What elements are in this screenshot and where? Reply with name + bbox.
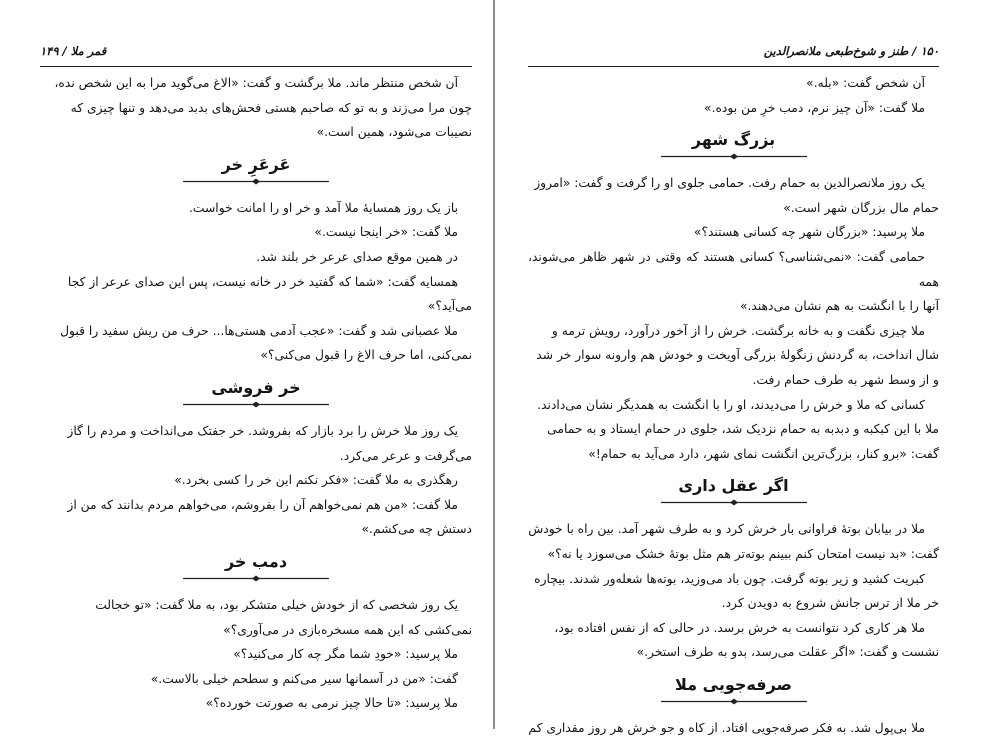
text-line: ملا در بیابان بوتهٔ فراوانی بار خرش کرد و به طرف شهر آمد. بین راه با خودش — [528, 522, 925, 537]
divider-ornament — [659, 152, 809, 161]
divider-ornament — [659, 697, 809, 706]
text-line: همسایه گفت: «شما که گفتید خر در خانه نیست، پس این صدای عرعر از کجا — [67, 274, 458, 289]
divider-ornament — [659, 498, 809, 507]
text-line: کبریت کشید و زیر بوته گرفت. چون باد می‌وزید، بوته‌ها شعله‌ور شدند. بیچاره — [534, 571, 925, 586]
text-line: ملا پرسید: «خودِ شما مگر چه کار می‌کنید؟» — [233, 647, 458, 662]
text-line: حمام مال بزرگان شهر است.» — [783, 200, 939, 215]
divider-ornament — [181, 177, 331, 186]
text-line: ملا پرسید: «بزرگان شهر چه کسانی هستند؟» — [693, 225, 925, 240]
text-line: ملا گفت: «آن چیز نرم، دمب خرِ من بوده.» — [704, 100, 925, 115]
text-line: ملا گفت: «من هم نمی‌خواهم آن را بفروشم، می‌خواهم مردم بدانند که من از — [67, 497, 458, 512]
text-line: ملا بی‌پول شد. به فکر صرفه‌جویی افتاد. از کاه و جو خرش هر روز مقداری کم — [528, 720, 925, 735]
text-line: ملا پرسید: «تا حالا چیز نرمی به صورتت خورده؟» — [205, 696, 458, 711]
text-line: یک روز شخصی که از خودش خیلی متشکر بود، به ملا گفت: «تو خجالت — [95, 597, 458, 612]
page-body-left — [40, 71, 472, 716]
running-header-left: قمر ملا / ۱۴۹ — [40, 44, 472, 67]
book-spine — [493, 0, 495, 729]
running-header-right: ۱۵۰ / طنز و شوخ‌طبعی ملانصرالدین — [528, 44, 939, 67]
divider-ornament — [181, 574, 331, 583]
text-line: نمی‌کنی، اما حرف الاغ را قبول می‌کنی؟» — [260, 348, 472, 363]
text-line: می‌گرفت و عرعر می‌کرد. — [339, 448, 472, 463]
section-title: بزرگ شهر — [691, 130, 776, 150]
text-line: نصیبات می‌شود، همین است.» — [316, 125, 472, 140]
text-line: ملا عصبانی شد و گفت: «عجب آدمی هستی‌ها... حرف من ریش سفید را قبول — [60, 323, 458, 338]
section-title: دمب خر — [224, 551, 288, 571]
section-title: اگر عقل داری — [678, 476, 789, 496]
text-line: یک روز ملانصرالدین به حمام رفت. حمامی جلوی او را گرفت و گفت: «امروز — [534, 176, 925, 191]
text-line: کسانی که ملا و خرش را می‌دیدند، او را با انگشت به همدیگر نشان می‌دادند. — [537, 397, 925, 412]
text-line: ملا با این کبکبه و دبدبه به حمام نزدیک شد، جلوی در حمام ایستاد و به حمامی — [547, 422, 939, 437]
text-line: شال انداخت، به گردنش زنگولهٔ بزرگی آویخت و خودش هم وارونه سوار خر شد — [536, 348, 939, 363]
text-line: آن شخص گفت: «بله.» — [806, 76, 925, 90]
text-line: نمی‌کشی که این همه مسخره‌بازی در می‌آوری؟» — [223, 622, 472, 637]
text-line: یک روز ملا خرش را برد بازار که بفروشد. خر جفتک می‌انداخت و مردم را گاز — [67, 423, 458, 438]
text-line: خر ملا از ترس جانش شروع به دویدن کرد. — [721, 596, 939, 611]
text-line: باز یک روز همسایهٔ ملا آمد و خر او را امانت خواست. — [189, 200, 458, 215]
text-line: آنها را با انگشت به هم نشان می‌دهند.» — [739, 299, 939, 314]
text-line: چون مرا می‌زند و به تو که صاحبم هستی فحش‌های بدبد می‌دهد و تنها چیزی که — [70, 100, 472, 115]
text-line: حمامی گفت: «نمی‌شناسی؟ کسانی هستند که وقتی در شهر ظاهر می‌شوند، همه — [528, 249, 939, 289]
text-line: و از وسط شهر به طرف حمام رفت. — [752, 372, 939, 387]
section-title: عَرعَرِ خر — [221, 154, 291, 174]
text-line: رهگذری به ملا گفت: «فکر نکنم این خر را کسی بخرد.» — [174, 473, 458, 488]
divider-ornament — [181, 400, 331, 409]
right-page — [528, 44, 939, 740]
section-title: صرفه‌جویی ملا — [675, 674, 792, 694]
text-line: می‌آید؟» — [427, 299, 472, 314]
text-line: ملا گفت: «خر اینجا نیست.» — [314, 225, 458, 240]
left-page — [40, 44, 472, 716]
page-body-right — [528, 71, 939, 740]
text-line: در همین موقع صدای عرعر خر بلند شد. — [256, 249, 458, 264]
text-line: گفت: «من در آسمانها سیر می‌کنم و سطحم خیلی بالاست.» — [150, 671, 458, 686]
text-line: ملا چیزی نگفت و به خانه برگشت. خرش را از آخور درآورد، رویش ترمه و — [551, 323, 925, 338]
text-line: دستش چه می‌کشم.» — [361, 522, 472, 537]
text-line: آن شخص منتظر ماند. ملا برگشت و گفت: «الاغ می‌گوید مرا به این شخص نده، — [54, 76, 458, 90]
text-line: گفت: «بد نیست امتحان کنم ببینم بوته‌تر هم مثل بوتهٔ خشک می‌سوزد یا نه؟» — [547, 546, 939, 561]
text-line: گفت: «برو کنار، بزرگ‌ترین انگشت نمای شهر، دارد می‌آید به حمام!» — [588, 446, 939, 461]
text-line: نشست و گفت: «اگر عقلت می‌رسد، بدو به طرف استخر.» — [636, 645, 939, 660]
text-line: ملا هر کاری کرد نتوانست به خرش برسد. در حالی که از نفس افتاده بود، — [554, 620, 925, 635]
section-title: خر فروشی — [211, 377, 301, 397]
